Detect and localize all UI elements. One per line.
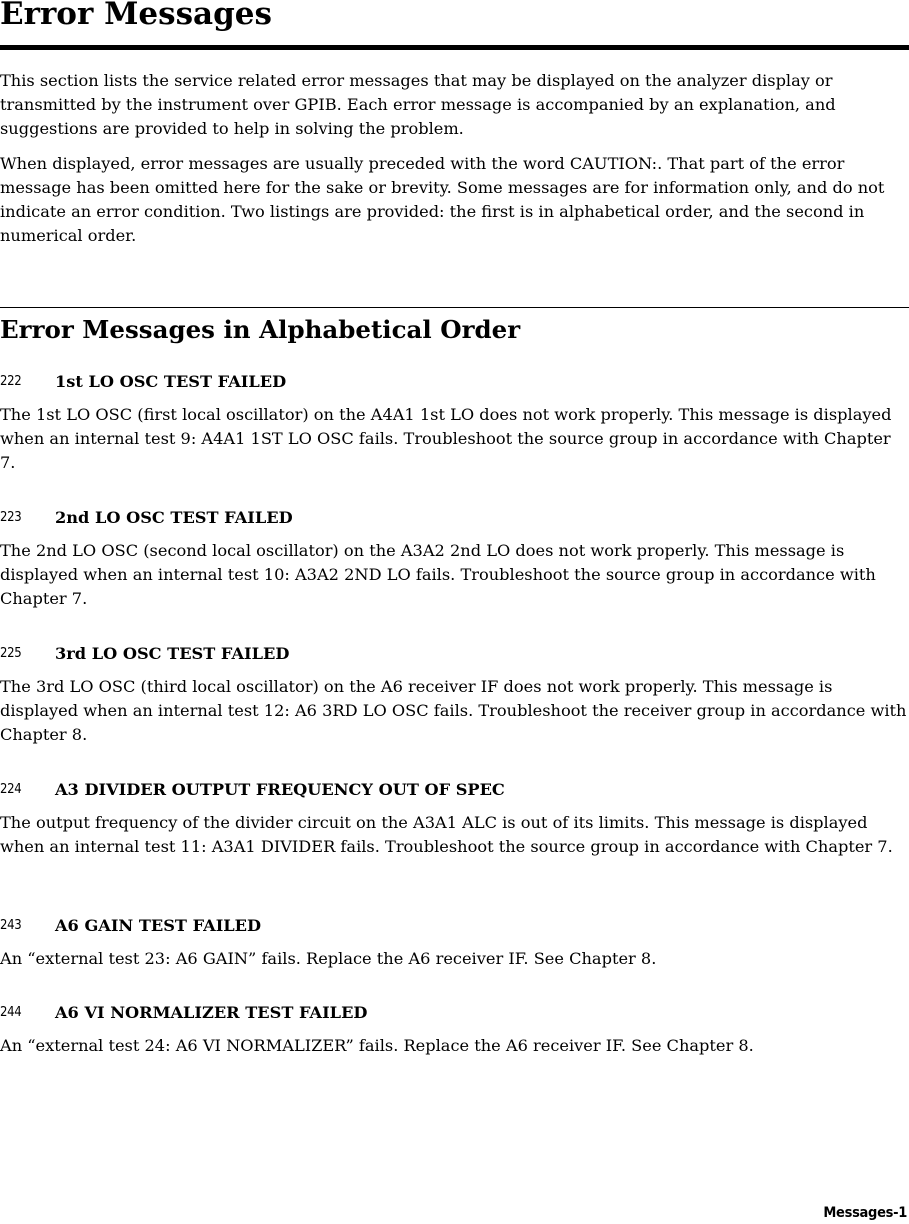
error-entry-heading [0,915,909,939]
error-description: The 3rd LO OSC (third local oscillator) on the A6 receiver IF does not work properly. This message is displayed when an internal test 12: A6 3RD LO OSC fails. Troubleshoot the receiver group in accordance with Chapter 8. [0,677,907,744]
error-title: 3rd LO OSC TEST FAILED [55,644,290,663]
error-description: An “external test 23: A6 GAIN” fails. Replace the A6 receiver IF. See Chapter 8. [0,949,657,968]
error-code: 225 [0,646,22,661]
error-title: A6 VI NORMALIZER TEST FAILED [55,1003,368,1022]
intro-paragraph: When displayed, error messages are usually preceded with the word CAUTION:. That part of the error message has been omitted here for the sake or brevity. Some messages are for information only, and do not indicate an error condition. Two listings are provided: the first is in alphabetical order, and the second in numerical order. [0,154,885,245]
error-entry [0,1002,909,1055]
error-entry-heading [0,643,909,667]
error-title: 2nd LO OSC TEST FAILED [55,508,293,527]
error-code: 243 [0,918,22,933]
error-title: A3 DIVIDER OUTPUT FREQUENCY OUT OF SPEC [55,780,505,799]
error-description: The 1st LO OSC (first local oscillator) on the A4A1 1st LO does not work properly. This message is displayed when an internal test 9: A4A1 1ST LO OSC fails. Troubleshoot the source group in accordance with Chapter 7. [0,405,892,472]
error-code: 222 [0,374,22,389]
error-entry-heading [0,371,909,395]
error-description: The 2nd LO OSC (second local oscillator) on the A3A2 2nd LO does not work properly. This message is displayed when an internal test 10: A3A2 2ND LO fails. Troubleshoot the source group in accordance with Chapter 7. [0,541,876,608]
error-code: 223 [0,510,22,525]
error-title: 1st LO OSC TEST FAILED [55,372,287,391]
error-entry [0,507,909,608]
error-entry-heading [0,779,909,803]
error-description: The output frequency of the divider circuit on the A3A1 ALC is out of its limits. This message is displayed when an internal test 11: A3A1 DIVIDER fails. Troubleshoot the source group in accordance with Chapter 7. [0,813,893,856]
error-title: A6 GAIN TEST FAILED [55,916,262,935]
error-code: 244 [0,1005,22,1020]
error-entry-heading [0,507,909,531]
error-entry [0,779,909,856]
error-description: An “external test 24: A6 VI NORMALIZER” fails. Replace the A6 receiver IF. See Chapter 8. [0,1036,754,1055]
error-entry [0,915,909,968]
error-entry [0,371,909,472]
error-entry [0,643,909,744]
page-footer: Messages-1 [823,1205,907,1221]
title-divider [0,45,909,50]
error-entry-heading [0,1002,909,1026]
intro-paragraph: This section lists the service related error messages that may be displayed on the analyzer display or transmitted by the instrument over GPIB. Each error message is accompanied by an explanation, and suggestions are provided to help in solving the problem. [0,71,836,138]
error-code: 224 [0,782,22,797]
page-title: Error Messages [0,0,272,32]
section-divider [0,307,909,308]
section-title: Error Messages in Alphabetical Order [0,315,521,344]
